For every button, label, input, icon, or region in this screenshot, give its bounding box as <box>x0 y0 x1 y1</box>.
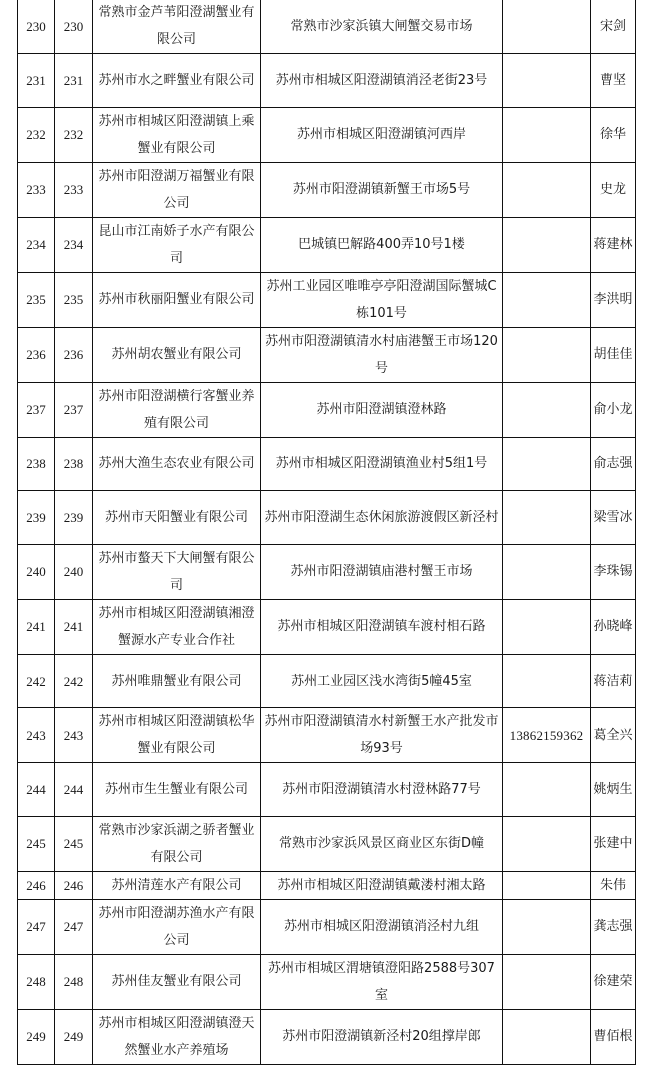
no-cell: 231 <box>55 54 93 108</box>
company-cell: 苏州清莲水产有限公司 <box>93 871 261 899</box>
seq-cell: 246 <box>18 871 55 899</box>
contact-cell: 龚志强 <box>591 899 636 954</box>
phone-cell <box>503 654 591 708</box>
address-cell: 苏州市阳澄湖镇新蟹王市场5号 <box>261 162 503 217</box>
seq-cell: 243 <box>18 708 55 763</box>
table-row <box>18 871 636 899</box>
contact-cell: 曹佰根 <box>591 1009 636 1064</box>
company-cell: 苏州大渔生态农业有限公司 <box>93 437 261 491</box>
table-row <box>18 272 636 327</box>
phone-cell <box>503 763 591 817</box>
phone-cell <box>503 0 591 54</box>
contact-cell: 李珠锡 <box>591 544 636 599</box>
seq-cell: 231 <box>18 54 55 108</box>
phone-cell <box>503 327 591 382</box>
table-row <box>18 107 636 162</box>
company-cell: 苏州市阳澄湖横行客蟹业养殖有限公司 <box>93 382 261 437</box>
no-cell: 240 <box>55 544 93 599</box>
no-cell: 248 <box>55 954 93 1009</box>
no-cell: 247 <box>55 899 93 954</box>
seq-cell: 236 <box>18 327 55 382</box>
no-cell: 238 <box>55 437 93 491</box>
phone-cell <box>503 899 591 954</box>
table-row <box>18 1009 636 1064</box>
table-row <box>18 544 636 599</box>
contact-cell: 史龙 <box>591 162 636 217</box>
no-cell: 242 <box>55 654 93 708</box>
company-cell: 苏州市相城区阳澄湖镇上乘蟹业有限公司 <box>93 107 261 162</box>
address-cell: 苏州市阳澄湖镇新泾村20组撑岸郎 <box>261 1009 503 1064</box>
seq-cell: 230 <box>18 0 55 54</box>
table-row <box>18 0 636 54</box>
seq-cell: 239 <box>18 491 55 545</box>
no-cell: 249 <box>55 1009 93 1064</box>
contact-cell: 蒋建林 <box>591 217 636 272</box>
contact-cell: 曹坚 <box>591 54 636 108</box>
address-cell: 苏州市阳澄湖镇庙港村蟹王市场 <box>261 544 503 599</box>
no-cell: 237 <box>55 382 93 437</box>
company-cell: 苏州市水之畔蟹业有限公司 <box>93 54 261 108</box>
no-cell: 236 <box>55 327 93 382</box>
phone-cell <box>503 272 591 327</box>
phone-cell <box>503 491 591 545</box>
no-cell: 244 <box>55 763 93 817</box>
no-cell: 233 <box>55 162 93 217</box>
seq-cell: 235 <box>18 272 55 327</box>
phone-cell <box>503 954 591 1009</box>
address-cell: 常熟市沙家浜风景区商业区东街D幢 <box>261 816 503 871</box>
no-cell: 239 <box>55 491 93 545</box>
phone-cell <box>503 871 591 899</box>
seq-cell: 248 <box>18 954 55 1009</box>
address-cell: 苏州工业园区唯唯亭亭阳澄湖国际蟹城C栋101号 <box>261 272 503 327</box>
table-row <box>18 491 636 545</box>
contact-cell: 朱伟 <box>591 871 636 899</box>
crab-enterprise-registry-table <box>17 0 636 1065</box>
contact-cell: 梁雪冰 <box>591 491 636 545</box>
phone-cell <box>503 382 591 437</box>
company-cell: 苏州市天阳蟹业有限公司 <box>93 491 261 545</box>
contact-cell: 姚炳生 <box>591 763 636 817</box>
no-cell: 234 <box>55 217 93 272</box>
seq-cell: 247 <box>18 899 55 954</box>
seq-cell: 232 <box>18 107 55 162</box>
address-cell: 苏州市相城区阳澄湖镇车渡村相石路 <box>261 599 503 654</box>
address-cell: 苏州市相城区阳澄湖镇戴溇村湘太路 <box>261 871 503 899</box>
contact-cell: 俞小龙 <box>591 382 636 437</box>
phone-cell <box>503 816 591 871</box>
address-cell: 苏州市相城区渭塘镇澄阳路2588号307室 <box>261 954 503 1009</box>
table-row <box>18 654 636 708</box>
seq-cell: 238 <box>18 437 55 491</box>
company-cell: 苏州市阳澄湖万福蟹业有限公司 <box>93 162 261 217</box>
company-cell: 昆山市江南娇子水产有限公司 <box>93 217 261 272</box>
table-row <box>18 954 636 1009</box>
address-cell: 巴城镇巴解路400弄10号1楼 <box>261 217 503 272</box>
address-cell: 苏州市相城区阳澄湖镇渔业村5组1号 <box>261 437 503 491</box>
address-cell: 苏州市阳澄湖镇澄林路 <box>261 382 503 437</box>
contact-cell: 孙晓峰 <box>591 599 636 654</box>
address-cell: 苏州市阳澄湖镇清水村新蟹王水产批发市场93号 <box>261 708 503 763</box>
table-row <box>18 382 636 437</box>
seq-cell: 249 <box>18 1009 55 1064</box>
address-cell: 苏州市阳澄湖镇清水村庙港蟹王市场120号 <box>261 327 503 382</box>
address-cell: 苏州市阳澄湖镇清水村澄林路77号 <box>261 763 503 817</box>
table-row <box>18 327 636 382</box>
company-cell: 苏州佳友蟹业有限公司 <box>93 954 261 1009</box>
seq-cell: 233 <box>18 162 55 217</box>
address-cell: 苏州市相城区阳澄湖镇消泾村九组 <box>261 899 503 954</box>
seq-cell: 237 <box>18 382 55 437</box>
table-row <box>18 162 636 217</box>
address-cell: 苏州市相城区阳澄湖镇河西岸 <box>261 107 503 162</box>
table-row <box>18 708 636 763</box>
contact-cell: 胡佳佳 <box>591 327 636 382</box>
phone-cell: 13862159362 <box>503 708 591 763</box>
contact-cell: 俞志强 <box>591 437 636 491</box>
address-cell: 苏州工业园区浅水湾街5幢45室 <box>261 654 503 708</box>
table-row <box>18 816 636 871</box>
contact-cell: 张建中 <box>591 816 636 871</box>
company-cell: 常熟市金芦苇阳澄湖蟹业有限公司 <box>93 0 261 54</box>
table-row <box>18 763 636 817</box>
company-cell: 苏州市阳澄湖苏渔水产有限公司 <box>93 899 261 954</box>
company-cell: 苏州市相城区阳澄湖镇松华蟹业有限公司 <box>93 708 261 763</box>
phone-cell <box>503 599 591 654</box>
phone-cell <box>503 544 591 599</box>
seq-cell: 242 <box>18 654 55 708</box>
seq-cell: 245 <box>18 816 55 871</box>
no-cell: 241 <box>55 599 93 654</box>
company-cell: 常熟市沙家浜湖之骄者蟹业有限公司 <box>93 816 261 871</box>
company-cell: 苏州市秋丽阳蟹业有限公司 <box>93 272 261 327</box>
company-cell: 苏州市螯天下大闸蟹有限公司 <box>93 544 261 599</box>
company-cell: 苏州市生生蟹业有限公司 <box>93 763 261 817</box>
seq-cell: 244 <box>18 763 55 817</box>
no-cell: 235 <box>55 272 93 327</box>
phone-cell <box>503 54 591 108</box>
table-row <box>18 217 636 272</box>
contact-cell: 徐建荣 <box>591 954 636 1009</box>
table-row <box>18 899 636 954</box>
contact-cell: 葛全兴 <box>591 708 636 763</box>
company-cell: 苏州唯鼎蟹业有限公司 <box>93 654 261 708</box>
company-cell: 苏州市相城区阳澄湖镇澄天然蟹业水产养殖场 <box>93 1009 261 1064</box>
company-cell: 苏州市相城区阳澄湖镇湘澄蟹源水产专业合作社 <box>93 599 261 654</box>
table-row <box>18 54 636 108</box>
address-cell: 常熟市沙家浜镇大闸蟹交易市场 <box>261 0 503 54</box>
no-cell: 243 <box>55 708 93 763</box>
no-cell: 232 <box>55 107 93 162</box>
phone-cell <box>503 1009 591 1064</box>
seq-cell: 241 <box>18 599 55 654</box>
contact-cell: 李洪明 <box>591 272 636 327</box>
contact-cell: 徐华 <box>591 107 636 162</box>
table-row <box>18 437 636 491</box>
phone-cell <box>503 437 591 491</box>
seq-cell: 240 <box>18 544 55 599</box>
phone-cell <box>503 107 591 162</box>
address-cell: 苏州市阳澄湖生态休闲旅游渡假区新泾村 <box>261 491 503 545</box>
no-cell: 246 <box>55 871 93 899</box>
phone-cell <box>503 162 591 217</box>
table-row <box>18 599 636 654</box>
no-cell: 245 <box>55 816 93 871</box>
phone-cell <box>503 217 591 272</box>
contact-cell: 宋剑 <box>591 0 636 54</box>
seq-cell: 234 <box>18 217 55 272</box>
address-cell: 苏州市相城区阳澄湖镇消泾老街23号 <box>261 54 503 108</box>
no-cell: 230 <box>55 0 93 54</box>
contact-cell: 蒋洁莉 <box>591 654 636 708</box>
company-cell: 苏州胡农蟹业有限公司 <box>93 327 261 382</box>
